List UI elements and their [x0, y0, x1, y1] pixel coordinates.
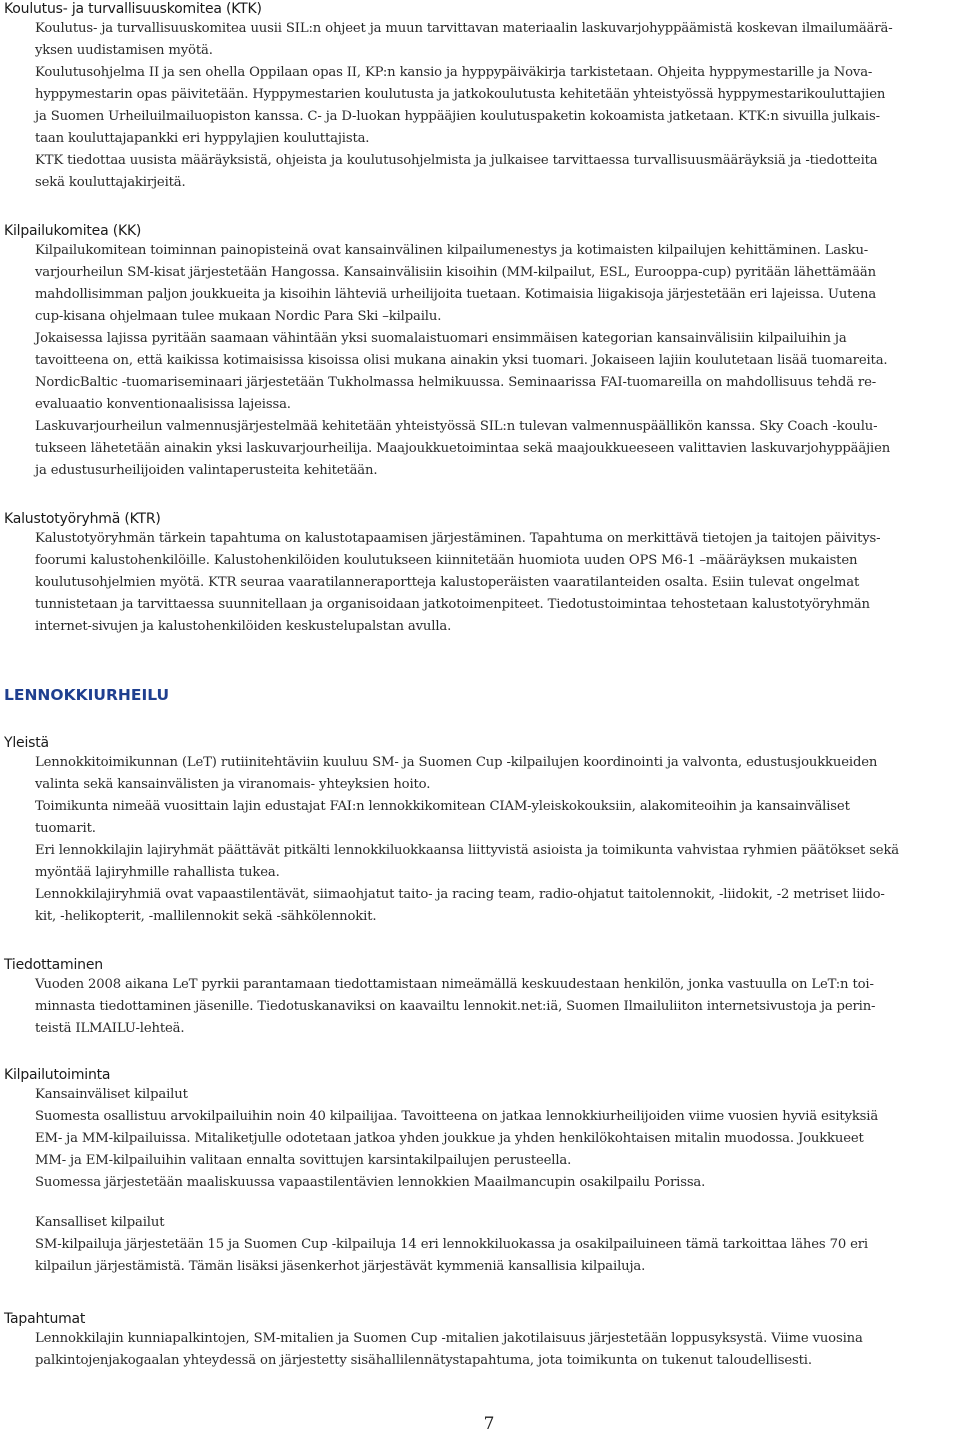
text-line: Eri lennokkilajin lajiryhmät päättävät pitkälti lennokkiluokkaansa liittyvistä asioista ja toimikunta vahvistaa ryhmien päätökset sekä [35, 843, 900, 858]
text-line: tavoitteena on, että kaikissa kotimaisissa kisoissa olisi mukana ainakin yksi tuomari. Jokaiseen lajiin koulutetaan lisää tuomareita. [35, 353, 888, 368]
text-line: internet-sivujen ja kalustohenkilöiden keskustelupalstan avulla. [35, 619, 452, 634]
text-line: myöntää lajiryhmille rahallista tukea. [35, 865, 280, 880]
text-line: EM- ja MM-kilpailuissa. Mitaliketjulle odotetaan jatkoa yhden joukkue ja yhden henkilökohtaisen mitalin muodossa. Joukkueet [35, 1131, 864, 1146]
text-line: sekä kouluttajakirjeitä. [35, 175, 186, 190]
text-line: Toimikunta nimeää vuosittain lajin edustajat FAI:n lennokkikomitean CIAM-yleiskokouksiin, alakomiteoihin ja kansainväliset [35, 799, 850, 814]
text-line: Kalustotyöryhmän tärkein tapahtuma on kalustotapaamisen järjestäminen. Tapahtuma on merkittävä tietojen ja taitojen päivitys- [35, 531, 881, 546]
text-line: Kilpailukomitean toiminnan painopisteinä ovat kansainvälinen kilpailumenestys ja kotimaisten kilpailujen kehittäminen. Lasku- [35, 243, 869, 258]
major-heading: LENNOKKIURHEILU [4, 686, 170, 704]
text-line: mahdollisimman paljon joukkueita ja kisoihin lähteviä urheilijoita tuetaan. Kotimaisia liigakisoja järjestetään eri lajeissa. Uutena [35, 287, 877, 302]
text-line: Lennokkilajin kunniapalkintojen, SM-mitalien ja Suomen Cup -mitalien jakotilaisuus järjestetään loppusyksystä. Viime vuosina [35, 1331, 863, 1346]
text-line: SM-kilpailuja järjestetään 15 ja Suomen Cup -kilpailuja 14 eri lennokkiluokassa ja osakilpailuineen tämä tarkoittaa lähes 70 eri [35, 1237, 868, 1252]
text-line: taan kouluttajapankki eri hyppylajien kouluttajista. [35, 131, 370, 146]
section-heading: Kalustotyöryhmä (KTR) [4, 511, 161, 527]
text-line: ja edustusurheilijoiden valintaperusteita kehitetään. [35, 463, 378, 478]
text-line: teistä ILMAILU-lehteä. [35, 1021, 185, 1036]
spacer [35, 1194, 957, 1212]
section-koulutus [0, 0, 957, 194]
text-line: KTK tiedottaa uusista määräyksistä, ohjeista ja koulutusohjelmista ja julkaisee tarvittaessa turvallisuusmääräyksiä ja -tiedotteita [35, 153, 878, 168]
section-body [35, 240, 957, 482]
section-heading: Koulutus- ja turvallisuuskomitea (KTK) [4, 1, 262, 17]
section-tapahtumat [0, 1310, 957, 1372]
section-body [35, 1084, 957, 1278]
text-line: Vuoden 2008 aikana LeT pyrkii parantamaan tiedottamistaan nimeämällä keskuudestaan henkilön, jonka vastuulla on LeT:n toi- [35, 977, 874, 992]
text-line: foorumi kalustohenkilöille. Kalustohenkilöiden koulutukseen kiinnitetään huomiota uuden OPS M6-1 –määräyksen mukaisten [35, 553, 858, 568]
section-heading: Kilpailukomitea (KK) [4, 223, 142, 239]
subheading: Kansainväliset kilpailut [35, 1087, 188, 1102]
text-line: yksen uudistamisen myötä. [35, 43, 213, 58]
text-line: Lennokkilajiryhmiä ovat vapaastilentävät, siimaohjatut taito- ja racing team, radio-ohjatut taitolennokit, -liidokit, -2 metriset liido- [35, 887, 885, 902]
text-line: varjourheilun SM-kisat järjestetään Hangossa. Kansainvälisiin kisoihin (MM-kilpailut, ESL, Eurooppa-cup) pyritään lähettämään [35, 265, 876, 280]
text-line: Laskuvarjourheilun valmennusjärjestelmää kehitetään yhteistyössä SIL:n tulevan valmennuspäällikön kanssa. Sky Coach -koulu- [35, 419, 878, 434]
text-line: Koulutusohjelma II ja sen ohella Oppilaan opas II, KP:n kansio ja hyppypäiväkirja tarkistetaan. Ohjeita hyppymestarille ja Nova- [35, 65, 873, 80]
text-line: Jokaisessa lajissa pyritään saamaan vähintään yksi suomalaistuomari ensimmäisen kategorian kansainvälisiin kilpailuihin ja [35, 331, 847, 346]
text-line: Suomessa järjestetään maaliskuussa vapaastilentävien lennokkien Maailmancupin osakilpailu Porissa. [35, 1175, 706, 1190]
section-yleista [0, 734, 957, 928]
subheading: Kansalliset kilpailut [35, 1215, 165, 1230]
text-line: cup-kisana ohjelmaan tulee mukaan Nordic Para Ski –kilpailu. [35, 309, 442, 324]
text-line: palkintojenjakogaalan yhteydessä on järjestetty sisähallilennätystapahtuma, jota toimikunta on tukenut taloudellisesti. [35, 1353, 812, 1368]
text-line: koulutusohjelmien myötä. KTR seuraa vaaratilanneraportteja kalustoperäisten vaaratilanteiden osalta. Esiin tulevat ongelmat [35, 575, 860, 590]
text-line: kit, -helikopterit, -mallilennokit sekä -sähkölennokit. [35, 909, 377, 924]
section-heading: Tiedottaminen [4, 957, 103, 973]
text-line: kilpailun järjestämistä. Tämän lisäksi jäsenkerhot järjestävät kymmeniä kansallisia kilpailuja. [35, 1259, 646, 1274]
section-body [35, 18, 957, 194]
section-kilpailutoiminta [0, 1066, 957, 1278]
text-line: minnasta tiedottaminen jäsenille. Tiedotuskanaviksi on kaavailtu lennokit.net:iä, Suomen Ilmailuliiton internetsivustoja ja perin- [35, 999, 876, 1014]
text-line: ja Suomen Urheiluilmailuopiston kanssa. C- ja D-luokan hyppääjien koulutuspaketin kokoamista jatketaan. KTK:n sivuilla julkais- [35, 109, 880, 124]
section-kilpailukomitea [0, 222, 957, 482]
text-line: valinta sekä kansainvälisten ja viranomais- yhteyksien hoito. [35, 777, 431, 792]
section-kalusto [0, 510, 957, 638]
section-tiedottaminen [0, 956, 957, 1040]
text-line: tukseen lähetetään ainakin yksi laskuvarjourheilija. Maajoukkuetoimintaa sekä maajoukkueeseen valittavien laskuvarjohyppääjien [35, 441, 891, 456]
text-line: Suomesta osallistuu arvokilpailuihin noin 40 kilpailijaa. Tavoitteena on jatkaa lennokkiurheilijoiden viime vuosien hyviä esityksiä [35, 1109, 879, 1124]
text-line: evaluaatio konventionaalisissa lajeissa. [35, 397, 291, 412]
section-heading: Tapahtumat [4, 1311, 86, 1327]
section-lennokkiurheilu-title [0, 686, 169, 704]
text-line: tuomarit. [35, 821, 96, 836]
section-heading: Yleistä [4, 735, 49, 751]
page-number: 7 [483, 1414, 495, 1434]
text-line: tunnistetaan ja tarvittaessa suunnitellaan ja organisoidaan jatkotoimenpiteet. Tiedotustoimintaa tehostetaan kalustotyöryhmän [35, 597, 870, 612]
text-line: NordicBaltic -tuomariseminaari järjestetään Tukholmassa helmikuussa. Seminaarissa FAI-tuomareilla on mahdollisuus tehdä re- [35, 375, 877, 390]
text-line: Lennokkitoimikunnan (LeT) rutiinitehtäviin kuuluu SM- ja Suomen Cup -kilpailujen koordinointi ja valvonta, edustusjoukkueiden [35, 755, 878, 770]
section-body [35, 974, 957, 1040]
section-body [35, 528, 957, 638]
text-line: hyppymestarin opas päivitetään. Hyppymestarien koulutusta ja jatkokoulutusta kehitetään yhteistyössä hyppymestarikouluttajien [35, 87, 886, 102]
section-body [35, 752, 957, 928]
text-line: Koulutus- ja turvallisuuskomitea uusii SIL:n ohjeet ja muun tarvittavan materiaalin laskuvarjohyppäämistä koskevan ilmailumäärä- [35, 21, 893, 36]
section-heading: Kilpailutoiminta [4, 1067, 111, 1083]
section-body [35, 1328, 957, 1372]
text-line: MM- ja EM-kilpailuihin valitaan ennalta sovittujen karsintakilpailujen perusteella. [35, 1153, 572, 1168]
